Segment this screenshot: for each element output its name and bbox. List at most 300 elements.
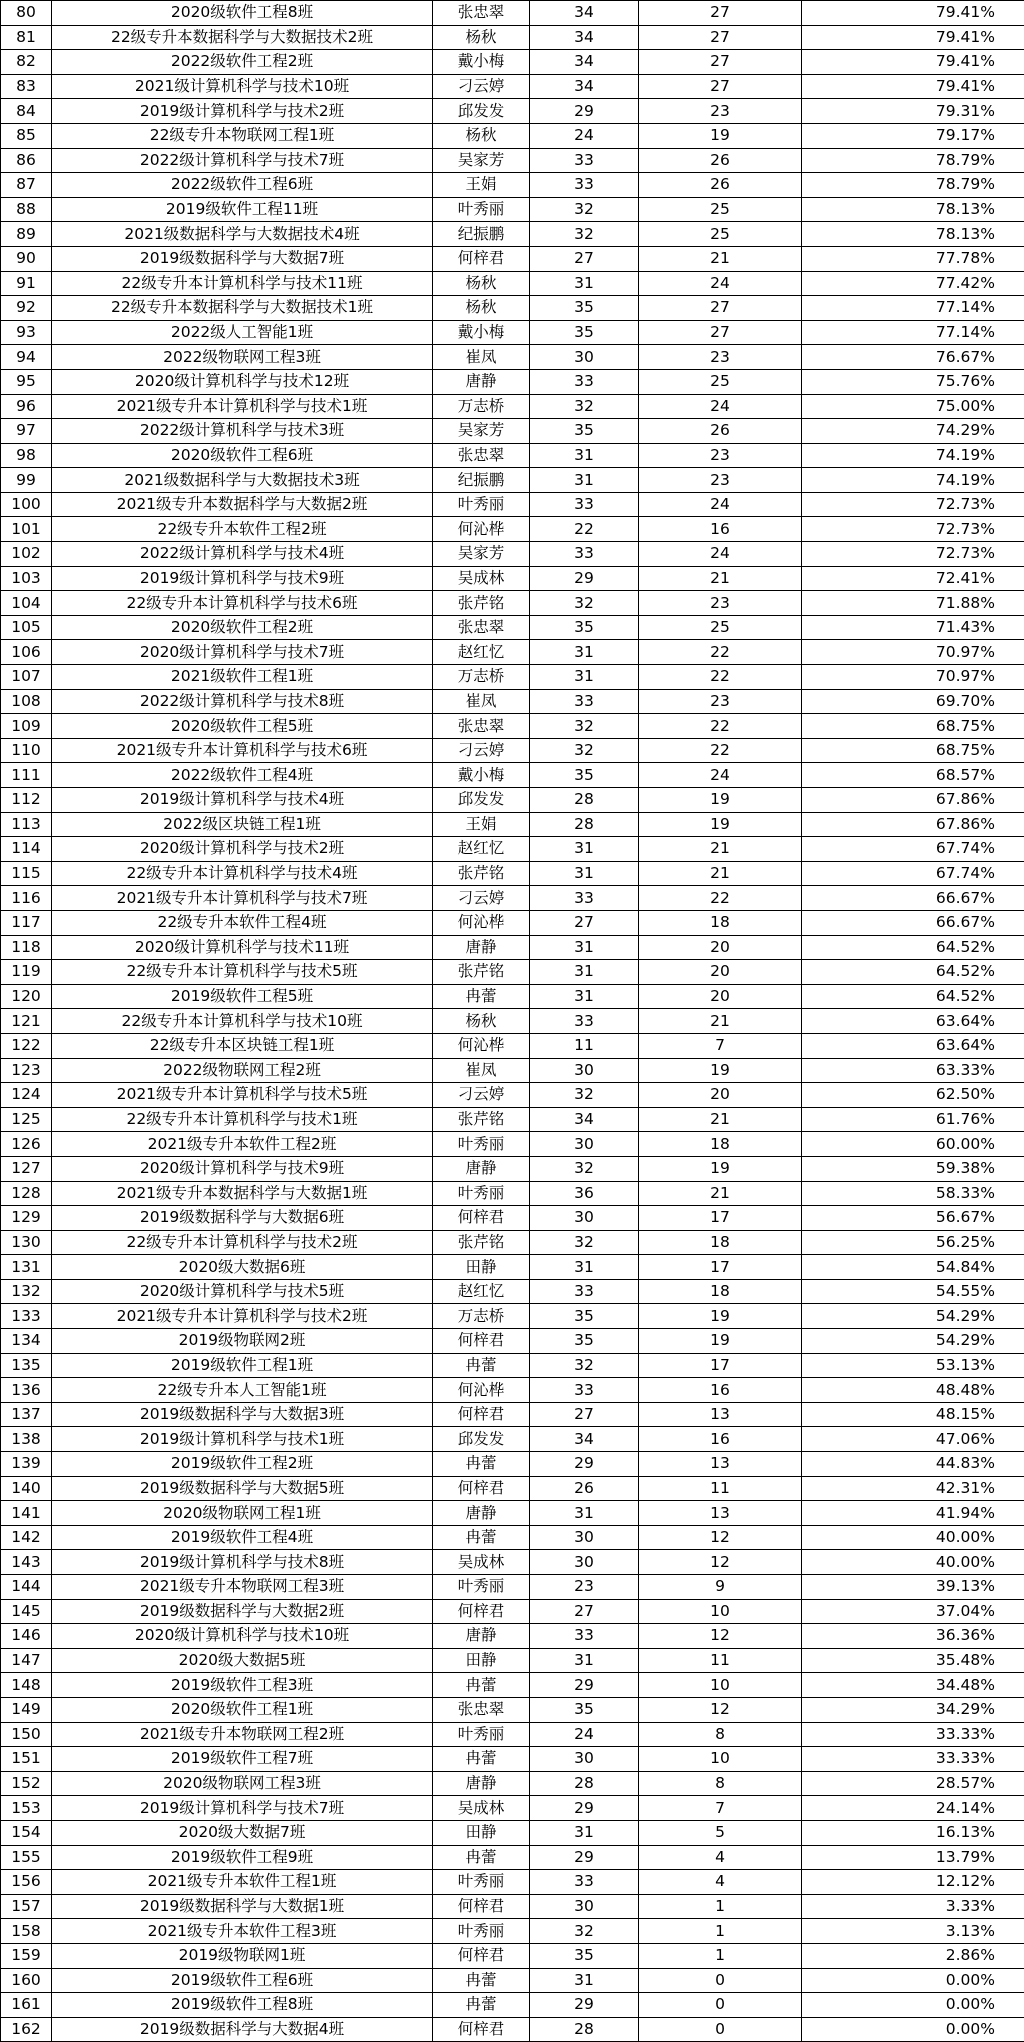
- cell-class-name: 2019级物联网1班: [52, 1943, 433, 1968]
- table-row: [1, 222, 1024, 247]
- cell-rank: 92: [1, 296, 52, 321]
- table-row: [1, 1304, 1024, 1329]
- cell-total: 31: [530, 1648, 639, 1673]
- cell-pass-count: 18: [639, 1132, 802, 1157]
- cell-pass-rate: 64.52%: [802, 984, 1024, 1009]
- cell-pass-count: 21: [639, 1181, 802, 1206]
- cell-teacher: 杨秋: [433, 271, 530, 296]
- cell-teacher: 吴成林: [433, 1796, 530, 1821]
- cell-class-name: 2021级专升本计算机科学与技术2班: [52, 1304, 433, 1329]
- cell-pass-count: 26: [639, 173, 802, 198]
- table-row: [1, 812, 1024, 837]
- table-row: [1, 1747, 1024, 1772]
- cell-total: 33: [530, 369, 639, 394]
- cell-rank: 105: [1, 615, 52, 640]
- cell-pass-rate: 75.00%: [802, 394, 1024, 419]
- cell-class-name: 2021级专升本计算机科学与技术5班: [52, 1083, 433, 1108]
- table-row: [1, 468, 1024, 493]
- cell-total: 35: [530, 296, 639, 321]
- cell-total: 27: [530, 910, 639, 935]
- cell-teacher: 冉蕾: [433, 1747, 530, 1772]
- cell-class-name: 2021级专升本物联网工程3班: [52, 1575, 433, 1600]
- cell-pass-count: 19: [639, 812, 802, 837]
- cell-class-name: 2022级物联网工程3班: [52, 345, 433, 370]
- cell-rank: 112: [1, 788, 52, 813]
- cell-teacher: 何沁桦: [433, 517, 530, 542]
- cell-pass-count: 21: [639, 1009, 802, 1034]
- cell-pass-rate: 68.75%: [802, 714, 1024, 739]
- cell-pass-rate: 76.67%: [802, 345, 1024, 370]
- cell-pass-rate: 12.12%: [802, 1870, 1024, 1895]
- cell-pass-count: 23: [639, 689, 802, 714]
- cell-teacher: 唐静: [433, 1156, 530, 1181]
- cell-total: 29: [530, 1845, 639, 1870]
- cell-total: 33: [530, 1378, 639, 1403]
- table-row: [1, 50, 1024, 75]
- table-row: [1, 1820, 1024, 1845]
- cell-pass-rate: 72.73%: [802, 492, 1024, 517]
- cell-pass-rate: 78.13%: [802, 197, 1024, 222]
- cell-pass-rate: 44.83%: [802, 1452, 1024, 1477]
- cell-rank: 107: [1, 665, 52, 690]
- cell-rank: 140: [1, 1476, 52, 1501]
- cell-pass-rate: 63.33%: [802, 1058, 1024, 1083]
- cell-rank: 104: [1, 591, 52, 616]
- table-row: [1, 910, 1024, 935]
- cell-pass-count: 19: [639, 1329, 802, 1354]
- cell-pass-count: 8: [639, 1722, 802, 1747]
- cell-teacher: 何梓君: [433, 246, 530, 271]
- cell-total: 31: [530, 665, 639, 690]
- table-row: [1, 1427, 1024, 1452]
- cell-teacher: 叶秀丽: [433, 492, 530, 517]
- cell-class-name: 2020级软件工程6班: [52, 443, 433, 468]
- cell-class-name: 2020级软件工程8班: [52, 1, 433, 26]
- cell-pass-rate: 68.57%: [802, 763, 1024, 788]
- cell-pass-count: 16: [639, 517, 802, 542]
- table-row: [1, 665, 1024, 690]
- cell-class-name: 22级专升本计算机科学与技术10班: [52, 1009, 433, 1034]
- table-row: [1, 1, 1024, 26]
- cell-pass-count: 20: [639, 984, 802, 1009]
- cell-teacher: 万志桥: [433, 394, 530, 419]
- cell-rank: 87: [1, 173, 52, 198]
- cell-pass-rate: 37.04%: [802, 1599, 1024, 1624]
- cell-pass-rate: 60.00%: [802, 1132, 1024, 1157]
- cell-total: 33: [530, 148, 639, 173]
- cell-rank: 160: [1, 1968, 52, 1993]
- cell-class-name: 22级专升本计算机科学与技术2班: [52, 1230, 433, 1255]
- cell-pass-count: 11: [639, 1648, 802, 1673]
- table-row: [1, 1501, 1024, 1526]
- cell-teacher: 何梓君: [433, 1329, 530, 1354]
- cell-pass-rate: 35.48%: [802, 1648, 1024, 1673]
- cell-rank: 83: [1, 74, 52, 99]
- cell-teacher: 唐静: [433, 935, 530, 960]
- cell-rank: 97: [1, 419, 52, 444]
- cell-teacher: 何梓君: [433, 2017, 530, 2042]
- cell-pass-count: 5: [639, 1820, 802, 1845]
- cell-pass-rate: 78.79%: [802, 173, 1024, 198]
- cell-total: 33: [530, 886, 639, 911]
- cell-teacher: 刁云婷: [433, 1083, 530, 1108]
- cell-class-name: 2020级计算机科学与技术9班: [52, 1156, 433, 1181]
- cell-teacher: 邱发发: [433, 1427, 530, 1452]
- cell-total: 31: [530, 271, 639, 296]
- cell-class-name: 2019级计算机科学与技术9班: [52, 566, 433, 591]
- cell-class-name: 2019级软件工程6班: [52, 1968, 433, 1993]
- cell-pass-rate: 33.33%: [802, 1747, 1024, 1772]
- table-row: [1, 1943, 1024, 1968]
- cell-teacher: 杨秋: [433, 25, 530, 50]
- cell-pass-count: 21: [639, 246, 802, 271]
- cell-pass-rate: 13.79%: [802, 1845, 1024, 1870]
- cell-pass-count: 24: [639, 394, 802, 419]
- cell-total: 33: [530, 1009, 639, 1034]
- cell-rank: 111: [1, 763, 52, 788]
- cell-rank: 122: [1, 1033, 52, 1058]
- cell-class-name: 2022级区块链工程1班: [52, 812, 433, 837]
- cell-class-name: 2019级物联网2班: [52, 1329, 433, 1354]
- cell-pass-count: 22: [639, 738, 802, 763]
- cell-pass-rate: 61.76%: [802, 1107, 1024, 1132]
- cell-total: 33: [530, 1624, 639, 1649]
- cell-class-name: 2021级专升本计算机科学与技术1班: [52, 394, 433, 419]
- cell-pass-count: 20: [639, 935, 802, 960]
- cell-total: 30: [530, 1747, 639, 1772]
- cell-teacher: 张芹铭: [433, 960, 530, 985]
- cell-pass-count: 13: [639, 1501, 802, 1526]
- cell-class-name: 2019级软件工程8班: [52, 1993, 433, 2018]
- cell-teacher: 吴成林: [433, 1550, 530, 1575]
- cell-total: 30: [530, 1206, 639, 1231]
- cell-total: 34: [530, 1427, 639, 1452]
- cell-class-name: 2021级数据科学与大数据技术4班: [52, 222, 433, 247]
- cell-pass-count: 26: [639, 419, 802, 444]
- cell-pass-count: 16: [639, 1427, 802, 1452]
- cell-total: 11: [530, 1033, 639, 1058]
- cell-class-name: 2019级软件工程4班: [52, 1525, 433, 1550]
- cell-pass-count: 25: [639, 615, 802, 640]
- cell-class-name: 2022级人工智能1班: [52, 320, 433, 345]
- cell-pass-rate: 71.43%: [802, 615, 1024, 640]
- cell-teacher: 吴家芳: [433, 542, 530, 567]
- cell-pass-rate: 16.13%: [802, 1820, 1024, 1845]
- cell-pass-rate: 34.29%: [802, 1697, 1024, 1722]
- table-row: [1, 1353, 1024, 1378]
- table-row: [1, 419, 1024, 444]
- cell-pass-count: 27: [639, 296, 802, 321]
- cell-total: 33: [530, 542, 639, 567]
- cell-pass-count: 23: [639, 468, 802, 493]
- cell-rank: 155: [1, 1845, 52, 1870]
- table-row: [1, 443, 1024, 468]
- cell-rank: 117: [1, 910, 52, 935]
- table-row: [1, 1132, 1024, 1157]
- cell-pass-rate: 54.29%: [802, 1304, 1024, 1329]
- cell-pass-rate: 67.74%: [802, 837, 1024, 862]
- cell-class-name: 22级专升本区块链工程1班: [52, 1033, 433, 1058]
- cell-teacher: 冉蕾: [433, 1968, 530, 1993]
- cell-pass-rate: 77.78%: [802, 246, 1024, 271]
- cell-total: 36: [530, 1181, 639, 1206]
- cell-pass-rate: 67.86%: [802, 812, 1024, 837]
- cell-pass-count: 4: [639, 1870, 802, 1895]
- cell-total: 35: [530, 1697, 639, 1722]
- cell-teacher: 崔凤: [433, 345, 530, 370]
- cell-rank: 157: [1, 1894, 52, 1919]
- cell-pass-rate: 0.00%: [802, 1993, 1024, 2018]
- cell-class-name: 2020级计算机科学与技术5班: [52, 1279, 433, 1304]
- cell-pass-rate: 3.13%: [802, 1919, 1024, 1944]
- cell-pass-count: 0: [639, 1968, 802, 1993]
- cell-total: 30: [530, 1132, 639, 1157]
- table-row: [1, 1697, 1024, 1722]
- cell-teacher: 叶秀丽: [433, 1722, 530, 1747]
- cell-rank: 89: [1, 222, 52, 247]
- cell-pass-rate: 70.97%: [802, 665, 1024, 690]
- cell-pass-rate: 67.74%: [802, 861, 1024, 886]
- cell-class-name: 2021级专升本计算机科学与技术6班: [52, 738, 433, 763]
- cell-rank: 119: [1, 960, 52, 985]
- cell-total: 27: [530, 1402, 639, 1427]
- cell-class-name: 2021级计算机科学与技术10班: [52, 74, 433, 99]
- cell-total: 33: [530, 689, 639, 714]
- cell-pass-count: 20: [639, 960, 802, 985]
- cell-teacher: 王娟: [433, 173, 530, 198]
- cell-total: 33: [530, 1279, 639, 1304]
- cell-teacher: 张忠翠: [433, 443, 530, 468]
- table-row: [1, 984, 1024, 1009]
- cell-class-name: 22级专升本数据科学与大数据技术1班: [52, 296, 433, 321]
- cell-teacher: 张芹铭: [433, 591, 530, 616]
- cell-rank: 102: [1, 542, 52, 567]
- cell-teacher: 张芹铭: [433, 1107, 530, 1132]
- table-row: [1, 960, 1024, 985]
- cell-class-name: 2020级大数据6班: [52, 1255, 433, 1280]
- cell-class-name: 2019级软件工程11班: [52, 197, 433, 222]
- table-row: [1, 1009, 1024, 1034]
- table-row: [1, 591, 1024, 616]
- cell-teacher: 赵红忆: [433, 837, 530, 862]
- cell-class-name: 22级专升本计算机科学与技术4班: [52, 861, 433, 886]
- cell-rank: 158: [1, 1919, 52, 1944]
- table-row: [1, 1402, 1024, 1427]
- cell-pass-count: 20: [639, 1083, 802, 1108]
- cell-pass-count: 24: [639, 492, 802, 517]
- cell-total: 35: [530, 320, 639, 345]
- cell-pass-rate: 41.94%: [802, 1501, 1024, 1526]
- cell-class-name: 2022级软件工程6班: [52, 173, 433, 198]
- cell-total: 31: [530, 1501, 639, 1526]
- cell-pass-count: 23: [639, 99, 802, 124]
- cell-teacher: 刁云婷: [433, 738, 530, 763]
- cell-class-name: 2019级数据科学与大数据1班: [52, 1894, 433, 1919]
- cell-rank: 120: [1, 984, 52, 1009]
- cell-rank: 159: [1, 1943, 52, 1968]
- cell-rank: 142: [1, 1525, 52, 1550]
- cell-pass-count: 0: [639, 2017, 802, 2042]
- table-row: [1, 1181, 1024, 1206]
- table-row: [1, 1058, 1024, 1083]
- table-row: [1, 542, 1024, 567]
- cell-pass-rate: 70.97%: [802, 640, 1024, 665]
- cell-teacher: 万志桥: [433, 665, 530, 690]
- cell-pass-rate: 58.33%: [802, 1181, 1024, 1206]
- cell-rank: 84: [1, 99, 52, 124]
- cell-rank: 99: [1, 468, 52, 493]
- cell-pass-rate: 40.00%: [802, 1525, 1024, 1550]
- cell-rank: 133: [1, 1304, 52, 1329]
- cell-class-name: 2019级数据科学与大数据2班: [52, 1599, 433, 1624]
- cell-teacher: 何沁桦: [433, 1378, 530, 1403]
- cell-total: 31: [530, 984, 639, 1009]
- cell-pass-rate: 2.86%: [802, 1943, 1024, 1968]
- cell-total: 29: [530, 1673, 639, 1698]
- cell-teacher: 王娟: [433, 812, 530, 837]
- cell-class-name: 2021级专升本软件工程3班: [52, 1919, 433, 1944]
- table-row: [1, 1525, 1024, 1550]
- cell-rank: 96: [1, 394, 52, 419]
- cell-class-name: 2020级计算机科学与技术12班: [52, 369, 433, 394]
- cell-total: 31: [530, 960, 639, 985]
- cell-teacher: 唐静: [433, 1501, 530, 1526]
- table-row: [1, 689, 1024, 714]
- cell-pass-rate: 77.14%: [802, 296, 1024, 321]
- cell-total: 30: [530, 345, 639, 370]
- cell-class-name: 22级专升本人工智能1班: [52, 1378, 433, 1403]
- cell-rank: 95: [1, 369, 52, 394]
- cell-total: 32: [530, 1083, 639, 1108]
- cell-pass-count: 1: [639, 1943, 802, 1968]
- cell-teacher: 田静: [433, 1255, 530, 1280]
- cell-teacher: 何沁桦: [433, 1033, 530, 1058]
- cell-class-name: 2022级软件工程4班: [52, 763, 433, 788]
- cell-teacher: 何梓君: [433, 1206, 530, 1231]
- table-row: [1, 1894, 1024, 1919]
- cell-teacher: 唐静: [433, 369, 530, 394]
- cell-teacher: 何梓君: [433, 1599, 530, 1624]
- cell-pass-count: 19: [639, 1058, 802, 1083]
- cell-class-name: 22级专升本计算机科学与技术5班: [52, 960, 433, 985]
- cell-pass-rate: 79.31%: [802, 99, 1024, 124]
- cell-rank: 135: [1, 1353, 52, 1378]
- cell-rank: 136: [1, 1378, 52, 1403]
- cell-class-name: 2021级专升本数据科学与大数据2班: [52, 492, 433, 517]
- cell-rank: 162: [1, 2017, 52, 2042]
- cell-class-name: 2022级软件工程2班: [52, 50, 433, 75]
- cell-rank: 128: [1, 1181, 52, 1206]
- cell-teacher: 邱发发: [433, 788, 530, 813]
- cell-rank: 98: [1, 443, 52, 468]
- cell-total: 24: [530, 123, 639, 148]
- cell-total: 35: [530, 1329, 639, 1354]
- cell-pass-count: 12: [639, 1550, 802, 1575]
- cell-class-name: 2021级数据科学与大数据技术3班: [52, 468, 433, 493]
- cell-pass-rate: 64.52%: [802, 960, 1024, 985]
- cell-total: 28: [530, 812, 639, 837]
- cell-teacher: 吴家芳: [433, 148, 530, 173]
- cell-teacher: 冉蕾: [433, 1525, 530, 1550]
- cell-pass-rate: 3.33%: [802, 1894, 1024, 1919]
- cell-pass-rate: 54.84%: [802, 1255, 1024, 1280]
- cell-teacher: 冉蕾: [433, 1673, 530, 1698]
- cell-teacher: 张忠翠: [433, 1697, 530, 1722]
- table-row: [1, 1968, 1024, 1993]
- cell-teacher: 田静: [433, 1648, 530, 1673]
- cell-pass-rate: 0.00%: [802, 1968, 1024, 1993]
- cell-teacher: 杨秋: [433, 296, 530, 321]
- cell-class-name: 2022级计算机科学与技术4班: [52, 542, 433, 567]
- table-row: [1, 99, 1024, 124]
- cell-pass-count: 1: [639, 1894, 802, 1919]
- cell-pass-count: 10: [639, 1673, 802, 1698]
- cell-rank: 91: [1, 271, 52, 296]
- cell-pass-count: 7: [639, 1033, 802, 1058]
- cell-teacher: 冉蕾: [433, 984, 530, 1009]
- table-row: [1, 1206, 1024, 1231]
- table-row: [1, 1673, 1024, 1698]
- table-row: [1, 517, 1024, 542]
- cell-total: 34: [530, 1, 639, 26]
- cell-teacher: 田静: [433, 1820, 530, 1845]
- cell-rank: 138: [1, 1427, 52, 1452]
- cell-total: 29: [530, 1796, 639, 1821]
- cell-class-name: 22级专升本数据科学与大数据技术2班: [52, 25, 433, 50]
- cell-pass-rate: 24.14%: [802, 1796, 1024, 1821]
- cell-rank: 88: [1, 197, 52, 222]
- cell-class-name: 2021级软件工程1班: [52, 665, 433, 690]
- cell-rank: 124: [1, 1083, 52, 1108]
- cell-rank: 100: [1, 492, 52, 517]
- table-row: [1, 763, 1024, 788]
- table-row: [1, 1599, 1024, 1624]
- cell-total: 35: [530, 763, 639, 788]
- table-row: [1, 1230, 1024, 1255]
- cell-class-name: 22级专升本软件工程2班: [52, 517, 433, 542]
- cell-pass-count: 13: [639, 1402, 802, 1427]
- cell-pass-rate: 79.41%: [802, 74, 1024, 99]
- cell-class-name: 2022级计算机科学与技术7班: [52, 148, 433, 173]
- cell-pass-count: 18: [639, 1279, 802, 1304]
- cell-class-name: 2021级专升本数据科学与大数据1班: [52, 1181, 433, 1206]
- cell-total: 29: [530, 566, 639, 591]
- cell-rank: 121: [1, 1009, 52, 1034]
- cell-total: 32: [530, 738, 639, 763]
- table-row: [1, 788, 1024, 813]
- cell-rank: 141: [1, 1501, 52, 1526]
- cell-class-name: 2020级计算机科学与技术2班: [52, 837, 433, 862]
- cell-total: 30: [530, 1550, 639, 1575]
- cell-pass-rate: 75.76%: [802, 369, 1024, 394]
- table-row: [1, 1452, 1024, 1477]
- cell-teacher: 刁云婷: [433, 886, 530, 911]
- cell-pass-count: 13: [639, 1452, 802, 1477]
- cell-rank: 103: [1, 566, 52, 591]
- cell-total: 32: [530, 1919, 639, 1944]
- cell-class-name: 22级专升本计算机科学与技术6班: [52, 591, 433, 616]
- table-row: [1, 1107, 1024, 1132]
- cell-rank: 150: [1, 1722, 52, 1747]
- cell-class-name: 2019级计算机科学与技术1班: [52, 1427, 433, 1452]
- cell-rank: 123: [1, 1058, 52, 1083]
- cell-pass-count: 22: [639, 714, 802, 739]
- cell-total: 34: [530, 74, 639, 99]
- cell-class-name: 22级专升本软件工程4班: [52, 910, 433, 935]
- cell-teacher: 冉蕾: [433, 1452, 530, 1477]
- cell-rank: 93: [1, 320, 52, 345]
- cell-pass-rate: 36.36%: [802, 1624, 1024, 1649]
